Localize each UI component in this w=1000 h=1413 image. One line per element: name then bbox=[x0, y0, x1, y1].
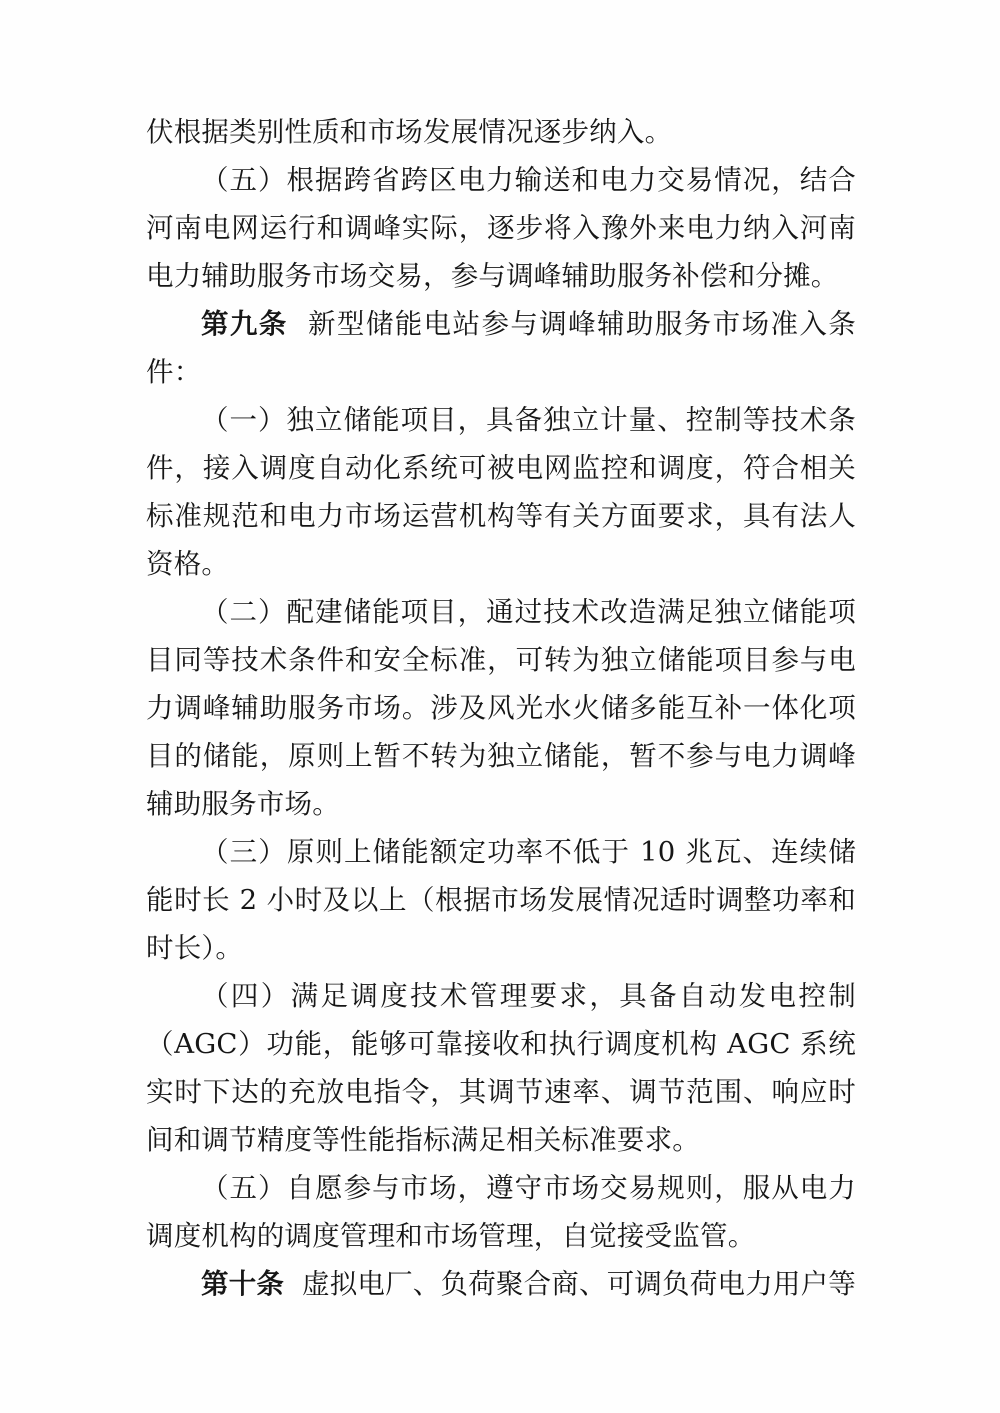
paragraph-item-4 bbox=[146, 972, 856, 1164]
paragraph-text: （三）原则上储能额定功率不低于 10 兆瓦、连续储能时长 2 小时及以上（根据市场发展情况适时调整功率和时长）。 bbox=[146, 836, 856, 964]
paragraph-item-2 bbox=[146, 588, 856, 828]
paragraph-article-9 bbox=[146, 300, 856, 396]
paragraph-text: （一）独立储能项目，具备独立计量、控制等技术条件，接入调度自动化系统可被电网监控和调度，符合相关标准规范和电力市场运营机构等有关方面要求，具有法人资格。 bbox=[146, 404, 856, 580]
paragraph-text: （四）满足调度技术管理要求，具备自动发电控制（AGC）功能，能够可靠接收和执行调度机构 AGC 系统实时下达的充放电指令，其调节速率、调节范围、响应时间和调节精度等性能指标满足相关标准要求。 bbox=[146, 980, 856, 1156]
paragraph-text: （五）自愿参与市场，遵守市场交易规则，服从电力调度机构的调度管理和市场管理，自觉接受监管。 bbox=[146, 1172, 856, 1252]
paragraph-text: 伏根据类别性质和市场发展情况逐步纳入。 bbox=[146, 116, 673, 148]
paragraph-item-5-b bbox=[146, 1164, 856, 1260]
paragraph-text: 虚拟电厂、负荷聚合商、可调负荷电力用户等 bbox=[302, 1268, 856, 1300]
paragraph-text: （二）配建储能项目，通过技术改造满足独立储能项目同等技术条件和安全标准，可转为独立储能项目参与电力调峰辅助服务市场。涉及风光水火储多能互补一体化项目的储能，原则上暂不转为独立储能，暂不参与电力调峰辅助服务市场。 bbox=[146, 596, 856, 820]
paragraph-text: （五）根据跨省跨区电力输送和电力交易情况，结合河南电网运行和调峰实际，逐步将入豫外来电力纳入河南电力辅助服务市场交易，参与调峰辅助服务补偿和分摊。 bbox=[146, 164, 856, 292]
article-heading-label: 第十条 bbox=[201, 1268, 285, 1300]
page-body-text bbox=[146, 108, 856, 1308]
article-heading-label: 第九条 bbox=[201, 308, 288, 340]
paragraph-item-5-a bbox=[146, 156, 856, 300]
paragraph-item-1 bbox=[146, 396, 856, 588]
paragraph-continued bbox=[146, 108, 856, 156]
paragraph-item-3 bbox=[146, 828, 856, 972]
paragraph-article-10 bbox=[146, 1260, 856, 1308]
paragraph-text: 新型储能电站参与调峰辅助服务市场准入条件： bbox=[146, 308, 856, 388]
